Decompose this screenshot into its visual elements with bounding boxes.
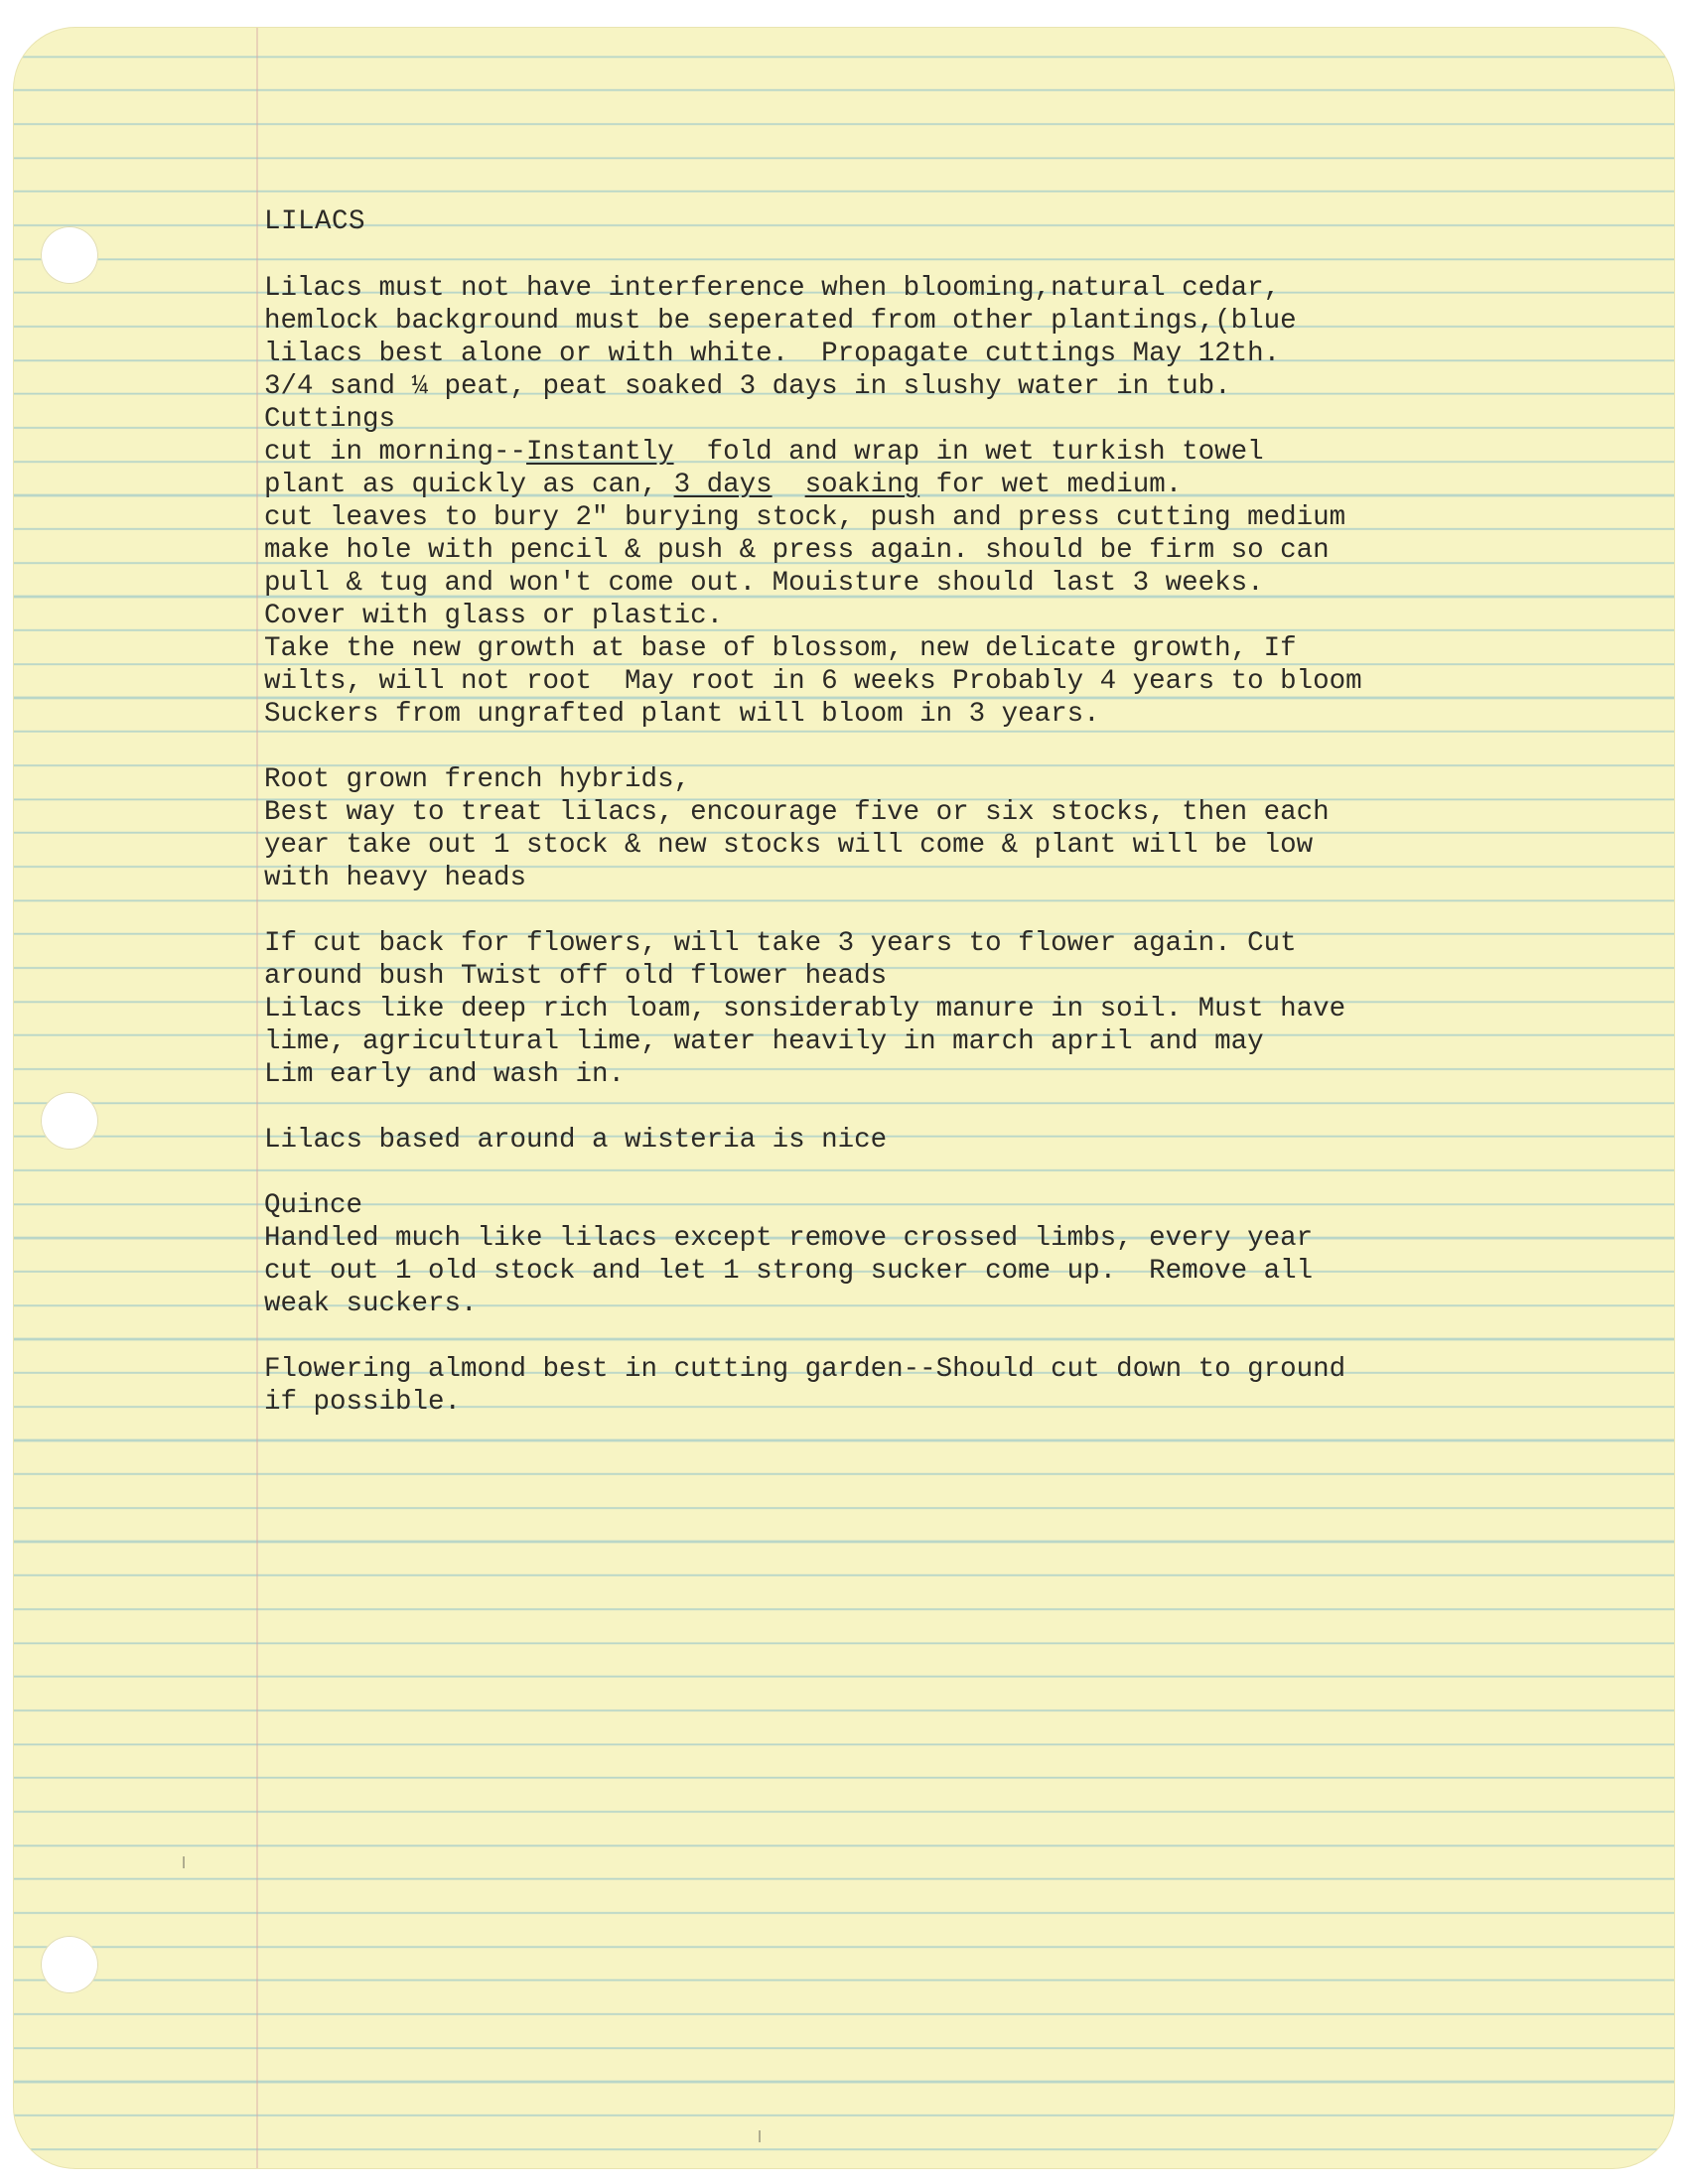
paragraph: [264, 927, 1595, 1091]
text-line: Suckers from ungrafted plant will bloom in 3 years.: [264, 699, 1100, 730]
text-line: lilacs best alone or with white. Propagate cuttings May 12th.: [264, 339, 1281, 369]
stray-mark: [759, 2130, 761, 2142]
text-line: Quince: [264, 1190, 363, 1221]
text-line: Lilacs like deep rich loam, sonsiderably manure in soil. Must have: [264, 994, 1346, 1024]
text-line: 3/4 sand ¼ peat, peat soaked 3 days in slushy water in tub.: [264, 371, 1231, 402]
text-line: cut leaves to bury 2" burying stock, push and press cutting medium: [264, 502, 1346, 533]
text-line: cut out 1 old stock and let 1 strong sucker come up. Remove all: [264, 1256, 1314, 1287]
text-line: Root grown french hybrids,: [264, 764, 691, 795]
underlined-text: Instantly: [526, 437, 674, 468]
paragraph: [264, 1189, 1595, 1320]
text-line: lime, agricultural lime, water heavily in march april and may: [264, 1026, 1264, 1057]
text-line: If cut back for flowers, will take 3 years to flower again. Cut: [264, 928, 1297, 959]
text-line: Best way to treat lilacs, encourage five or six stocks, then each: [264, 797, 1330, 828]
text-line: Take the new growth at base of blossom, new delicate growth, If: [264, 633, 1297, 664]
underlined-text: soaking: [804, 470, 920, 500]
text-line: if possible.: [264, 1387, 462, 1418]
stray-mark: [183, 1856, 185, 1868]
text-line: Lim early and wash in.: [264, 1059, 626, 1090]
paragraph: [264, 1353, 1595, 1419]
text-line: plant as quickly as can, 3 days soaking for wet medium.: [264, 470, 1183, 500]
text-line: cut in morning--Instantly fold and wrap in wet turkish towel: [264, 437, 1264, 468]
page-title: LILACS: [264, 206, 366, 237]
text-line: with heavy heads: [264, 863, 527, 893]
text-line: Cover with glass or plastic.: [264, 601, 724, 631]
paragraph: [264, 763, 1595, 894]
text-line: weak suckers.: [264, 1289, 478, 1319]
paragraph: [264, 1124, 1595, 1157]
text-line: wilts, will not root May root in 6 weeks Probably 4 years to bloom: [264, 666, 1362, 697]
text-line: Lilacs based around a wisteria is nice: [264, 1125, 888, 1156]
punch-hole: [41, 226, 98, 284]
text-line: Lilacs must not have interference when blooming,natural cedar,: [264, 273, 1281, 304]
text-line: Flowering almond best in cutting garden--Should cut down to ground: [264, 1354, 1346, 1385]
margin-line: [256, 28, 258, 2168]
typed-notes: [264, 272, 1595, 1451]
text-line: pull & tug and won't come out. Mouisture should last 3 weeks.: [264, 568, 1264, 599]
text-line: hemlock background must be seperated from other plantings,(blue: [264, 306, 1297, 337]
text-line: around bush Twist off old flower heads: [264, 961, 888, 992]
punch-hole: [41, 1936, 98, 1993]
text-line: Handled much like lilacs except remove crossed limbs, every year: [264, 1223, 1314, 1254]
underlined-text: 3 days: [673, 470, 773, 500]
text-line: make hole with pencil & push & press again. should be firm so can: [264, 535, 1330, 566]
notebook-sheet: [14, 28, 1674, 2168]
paragraph: [264, 272, 1595, 731]
punch-hole: [41, 1092, 98, 1150]
text-line: year take out 1 stock & new stocks will come & plant will be low: [264, 830, 1314, 861]
text-line: Cuttings: [264, 404, 396, 435]
